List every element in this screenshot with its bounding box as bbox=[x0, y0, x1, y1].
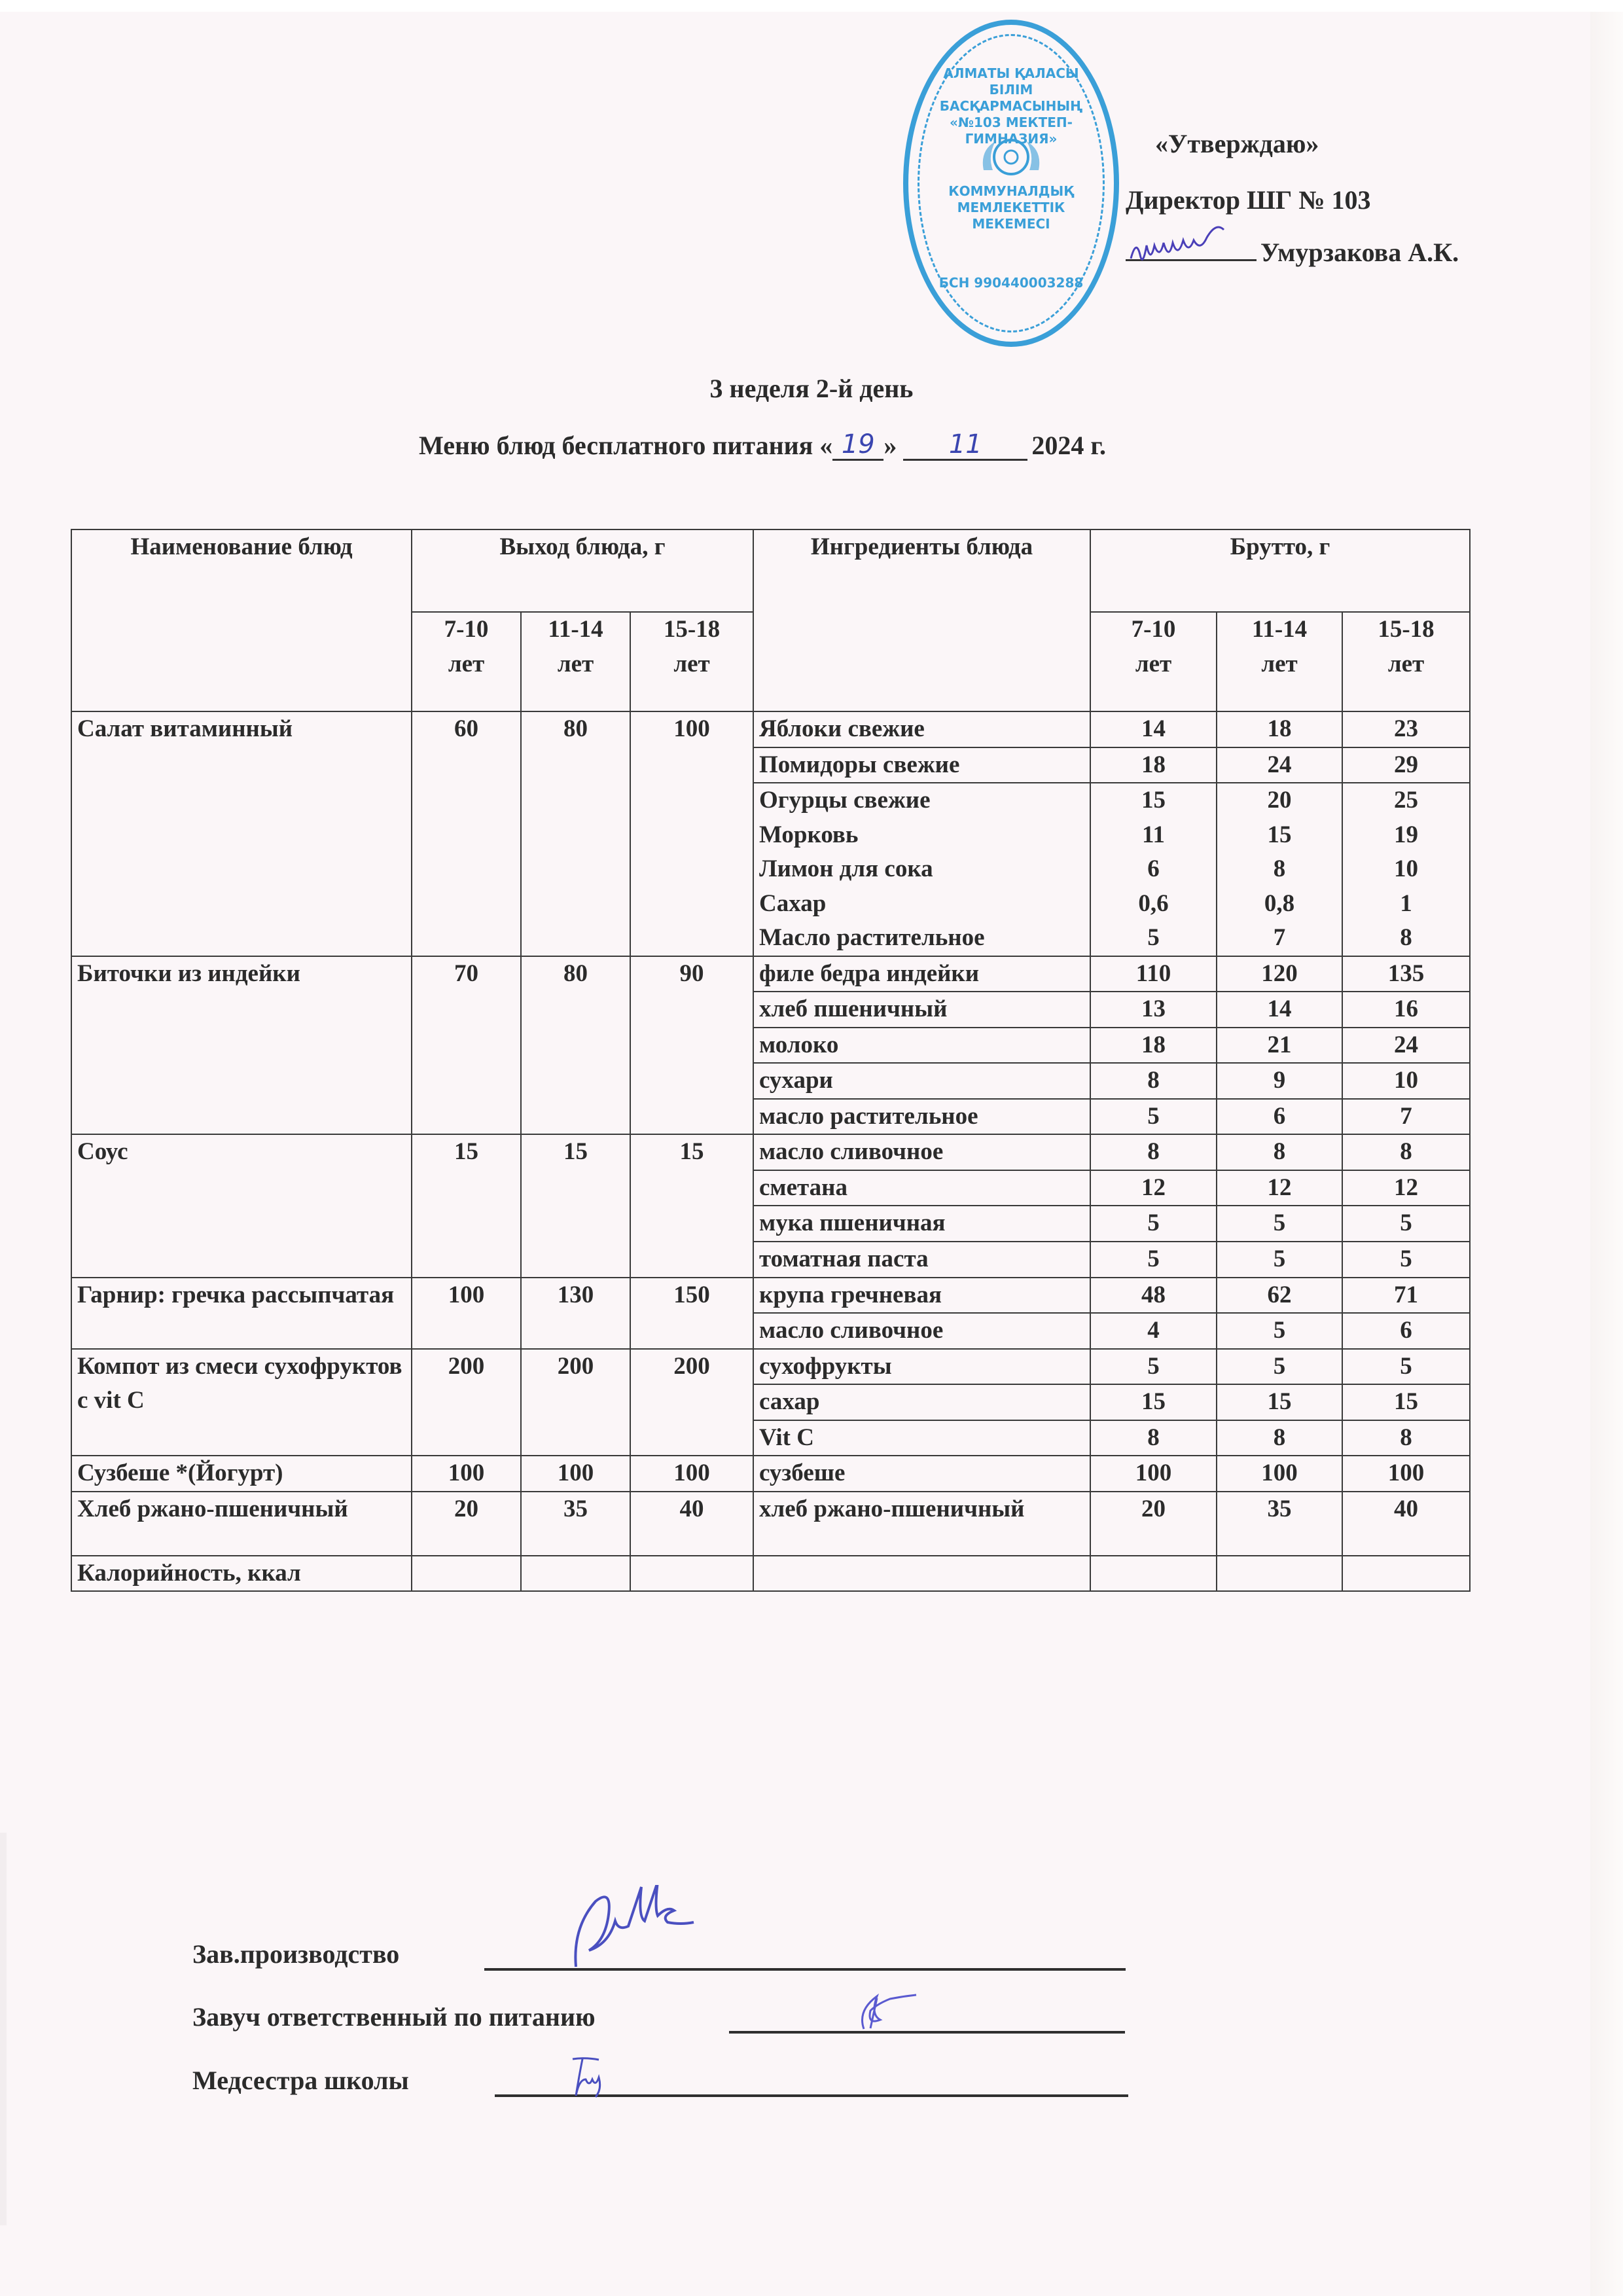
gross-value bbox=[1217, 1099, 1342, 1135]
dish-output-value: 200 bbox=[630, 1349, 753, 1456]
gross-item: 6 bbox=[1400, 1317, 1412, 1344]
gross-value bbox=[1090, 1278, 1217, 1314]
gross-item: 5 bbox=[1147, 1210, 1160, 1237]
ingredient-item: крупа гречневая bbox=[759, 1281, 942, 1308]
output-age-header bbox=[521, 612, 630, 711]
gross-value bbox=[1342, 1420, 1470, 1456]
gross-item: 62 bbox=[1267, 1281, 1292, 1308]
gross-value bbox=[1342, 1242, 1470, 1278]
gross-item: 10 bbox=[1394, 1067, 1418, 1094]
table-row bbox=[71, 1349, 1470, 1385]
ingredient-item: филе бедра индейки bbox=[759, 960, 980, 987]
ingredient-item: сухари bbox=[759, 1067, 833, 1094]
output-age-header bbox=[630, 612, 753, 711]
dish-output-value: 60 bbox=[412, 711, 521, 956]
header-ingredients: Ингредиенты блюда bbox=[753, 529, 1090, 711]
gross-item: 15 bbox=[1141, 1388, 1166, 1416]
gross-item: 5 bbox=[1273, 1245, 1286, 1272]
week-day-title: 3 неделя 2-й день bbox=[709, 374, 914, 403]
gross-item: 20 bbox=[1267, 787, 1292, 814]
gross-item: 120 bbox=[1261, 960, 1298, 987]
dish-name: Гарнир: гречка рассыпчатая bbox=[71, 1278, 412, 1349]
dish-output-value: 15 bbox=[521, 1134, 630, 1277]
ingredient-name bbox=[753, 1492, 1090, 1556]
director-title: Директор ШГ № 103 bbox=[1126, 185, 1371, 215]
gross-item: 9 bbox=[1273, 1067, 1286, 1094]
day-field bbox=[832, 429, 883, 461]
calories-empty-cell bbox=[1217, 1556, 1342, 1592]
gross-item: 12 bbox=[1267, 1174, 1292, 1201]
gross-item: 135 bbox=[1387, 960, 1425, 987]
gross-item: 12 bbox=[1394, 1174, 1418, 1201]
ingredient-name bbox=[753, 1456, 1090, 1492]
gross-value bbox=[1342, 956, 1470, 992]
production-head-label: Зав.производство bbox=[192, 1939, 400, 1969]
dish-output-value: 200 bbox=[521, 1349, 630, 1456]
gross-value bbox=[1342, 1492, 1470, 1556]
ingredient-item: Сахар bbox=[759, 889, 827, 917]
gross-value bbox=[1090, 783, 1217, 956]
calories-empty-cell bbox=[753, 1556, 1090, 1592]
ingredient-item: мука пшеничная bbox=[759, 1210, 946, 1237]
gross-item: 14 bbox=[1267, 996, 1292, 1023]
ingredient-name bbox=[753, 1420, 1090, 1456]
gross-item: 15 bbox=[1141, 787, 1166, 814]
dish-output-value: 130 bbox=[521, 1278, 630, 1349]
age-unit: лет bbox=[673, 650, 710, 677]
ingredient-name bbox=[753, 1384, 1090, 1420]
gross-item: 10 bbox=[1394, 855, 1418, 883]
gross-value bbox=[1342, 783, 1470, 956]
director-name: Умурзакова А.К. bbox=[1260, 238, 1459, 267]
gross-value bbox=[1217, 1278, 1342, 1314]
calories-empty-cell bbox=[630, 1556, 753, 1592]
gross-item: 5 bbox=[1273, 1352, 1286, 1380]
gross-value bbox=[1217, 956, 1342, 992]
gross-item: 100 bbox=[1261, 1460, 1298, 1487]
gross-value bbox=[1342, 992, 1470, 1028]
ingredient-item: сахар bbox=[759, 1388, 820, 1416]
seal-outer-text: АЛМАТЫ ҚАЛАСЫ БІЛІМ БАСҚАРМАСЫНЫҢ «№103 МЕКТЕП-ГИМНАЗИЯ» bbox=[939, 65, 1083, 147]
signature-head-teacher bbox=[192, 2001, 596, 2032]
gross-item: 100 bbox=[1387, 1460, 1425, 1487]
head-teacher-signature-icon bbox=[838, 1986, 923, 2032]
ingredient-name bbox=[753, 711, 1090, 747]
gross-item: 8 bbox=[1147, 1138, 1160, 1166]
ingredient-item: хлеб пшеничный bbox=[759, 996, 948, 1023]
gross-item: 1 bbox=[1400, 889, 1412, 917]
ingredient-item: Vit C bbox=[759, 1424, 814, 1451]
quote-close: » bbox=[883, 431, 897, 460]
gross-value bbox=[1090, 1134, 1217, 1170]
dish-output-value: 100 bbox=[630, 1456, 753, 1492]
dish-output-value: 15 bbox=[630, 1134, 753, 1277]
month-value: 11 bbox=[948, 429, 982, 459]
gross-item: 8 bbox=[1400, 1138, 1412, 1166]
ingredient-item: Лимон для сока bbox=[759, 855, 933, 883]
ingredient-item: томатная паста bbox=[759, 1245, 929, 1272]
calories-empty-cell bbox=[521, 1556, 630, 1592]
gross-item: 24 bbox=[1267, 751, 1292, 778]
nurse-signature-icon bbox=[563, 2055, 635, 2101]
gross-age-header bbox=[1217, 612, 1342, 711]
seal-bin: БСН 990440003288 bbox=[938, 275, 1084, 291]
gross-value bbox=[1090, 1063, 1217, 1099]
gross-value bbox=[1217, 992, 1342, 1028]
gross-value bbox=[1217, 1063, 1342, 1099]
gross-item: 21 bbox=[1267, 1031, 1292, 1058]
gross-item: 48 bbox=[1141, 1281, 1166, 1308]
dish-output-value: 90 bbox=[630, 956, 753, 1135]
table-row bbox=[71, 711, 1470, 747]
gross-item: 5 bbox=[1400, 1245, 1412, 1272]
gross-item: 20 bbox=[1141, 1495, 1166, 1522]
gross-item: 15 bbox=[1267, 1388, 1292, 1416]
gross-value bbox=[1090, 992, 1217, 1028]
gross-value bbox=[1090, 1170, 1217, 1206]
gross-value bbox=[1217, 747, 1342, 783]
gross-item: 23 bbox=[1394, 715, 1418, 742]
ingredient-name bbox=[753, 1206, 1090, 1242]
gross-value bbox=[1090, 1384, 1217, 1420]
table-row bbox=[71, 1456, 1470, 1492]
ingredient-name bbox=[753, 992, 1090, 1028]
dish-output-value: 70 bbox=[412, 956, 521, 1135]
gross-value bbox=[1090, 1313, 1217, 1349]
gross-item: 8 bbox=[1147, 1067, 1160, 1094]
age-range: 11-14 bbox=[1251, 616, 1308, 643]
month-field bbox=[903, 429, 1027, 461]
ingredient-name bbox=[753, 1242, 1090, 1278]
ingredient-name bbox=[753, 1134, 1090, 1170]
gross-value bbox=[1342, 747, 1470, 783]
gross-value bbox=[1342, 1278, 1470, 1314]
signature-production-head bbox=[192, 1939, 399, 1969]
gross-value bbox=[1090, 1456, 1217, 1492]
dish-output-value: 100 bbox=[521, 1456, 630, 1492]
gross-value bbox=[1090, 747, 1217, 783]
age-unit: лет bbox=[1261, 650, 1298, 677]
age-unit: лет bbox=[1135, 650, 1172, 677]
gross-age-header bbox=[1342, 612, 1470, 711]
head-teacher-label: Завуч ответственный по питанию bbox=[192, 2002, 596, 2032]
dish-name: Компот из смеси сухофруктов с vit C bbox=[71, 1349, 412, 1456]
gross-value bbox=[1090, 956, 1217, 992]
ingredient-item: сухофрукты bbox=[759, 1352, 892, 1380]
age-range: 15-18 bbox=[663, 616, 721, 643]
ingredient-name bbox=[753, 956, 1090, 992]
gross-value bbox=[1217, 711, 1342, 747]
gross-value bbox=[1217, 1313, 1342, 1349]
menu-title bbox=[419, 429, 1106, 461]
gross-value bbox=[1217, 1420, 1342, 1456]
signature-nurse bbox=[192, 2065, 409, 2096]
dish-output-value: 35 bbox=[521, 1492, 630, 1556]
gross-value bbox=[1090, 711, 1217, 747]
gross-item: 5 bbox=[1400, 1210, 1412, 1237]
gross-value bbox=[1217, 1134, 1342, 1170]
production-head-signature-icon bbox=[563, 1885, 733, 1970]
gross-value bbox=[1342, 1456, 1470, 1492]
approve-label: «Утверждаю» bbox=[1155, 129, 1319, 158]
gross-value bbox=[1342, 1063, 1470, 1099]
gross-value bbox=[1090, 1206, 1217, 1242]
gross-item: 5 bbox=[1147, 1245, 1160, 1272]
dish-output-value: 200 bbox=[412, 1349, 521, 1456]
ingredient-item: сузбеше bbox=[759, 1460, 846, 1487]
gross-value bbox=[1342, 1313, 1470, 1349]
nurse-label: Медсестра школы bbox=[192, 2066, 409, 2095]
dish-output-value: 15 bbox=[412, 1134, 521, 1277]
table-row bbox=[71, 1492, 1470, 1556]
gross-item: 0,6 bbox=[1138, 889, 1169, 917]
gross-value bbox=[1217, 1206, 1342, 1242]
gross-value bbox=[1217, 1456, 1342, 1492]
ingredient-item: Морковь bbox=[759, 821, 859, 848]
gross-item: 13 bbox=[1141, 996, 1166, 1023]
ingredient-item: Помидоры свежие bbox=[759, 751, 960, 778]
gross-item: 8 bbox=[1273, 1424, 1286, 1451]
dish-name: Сузбеше *(Йогурт) bbox=[71, 1456, 412, 1492]
gross-item: 6 bbox=[1273, 1102, 1286, 1130]
age-unit: лет bbox=[1387, 650, 1425, 677]
gross-item: 8 bbox=[1273, 1138, 1286, 1166]
gross-item: 8 bbox=[1400, 924, 1412, 952]
menu-title-prefix: Меню блюд бесплатного питания « bbox=[419, 431, 833, 460]
ingredient-item: Яблоки свежие bbox=[759, 715, 925, 742]
gross-value bbox=[1217, 783, 1342, 956]
gross-item: 7 bbox=[1273, 924, 1286, 952]
ingredient-item: Масло растительное bbox=[759, 924, 985, 952]
dish-name: Салат витаминный bbox=[71, 711, 412, 956]
seal-emblem-icon bbox=[978, 137, 1044, 177]
day-value: 19 bbox=[841, 429, 875, 459]
dish-output-value: 80 bbox=[521, 711, 630, 956]
gross-item: 40 bbox=[1394, 1495, 1418, 1522]
gross-value bbox=[1217, 1242, 1342, 1278]
gross-value bbox=[1342, 1349, 1470, 1385]
gross-item: 110 bbox=[1135, 960, 1171, 987]
gross-item: 11 bbox=[1142, 821, 1165, 848]
gross-value bbox=[1090, 1420, 1217, 1456]
gross-item: 8 bbox=[1147, 1424, 1160, 1451]
menu-table bbox=[71, 529, 1471, 1592]
age-range: 7-10 bbox=[444, 616, 489, 643]
dish-output-value: 100 bbox=[412, 1278, 521, 1349]
gross-value bbox=[1217, 1170, 1342, 1206]
gross-value bbox=[1090, 1242, 1217, 1278]
gross-item: 5 bbox=[1400, 1352, 1412, 1380]
dish-output-value: 100 bbox=[412, 1456, 521, 1492]
ingredient-item: масло растительное bbox=[759, 1102, 978, 1130]
dish-output-value: 20 bbox=[412, 1492, 521, 1556]
gross-item: 15 bbox=[1267, 821, 1292, 848]
dish-output-value: 150 bbox=[630, 1278, 753, 1349]
calories-empty-cell bbox=[1342, 1556, 1470, 1592]
director-signature-icon bbox=[1126, 226, 1257, 272]
header-gross: Брутто, г bbox=[1090, 529, 1470, 612]
gross-item: 24 bbox=[1394, 1031, 1418, 1058]
gross-item: 18 bbox=[1141, 751, 1166, 778]
gross-value bbox=[1090, 1099, 1217, 1135]
ingredient-name bbox=[753, 1099, 1090, 1135]
calories-row bbox=[71, 1556, 1470, 1592]
gross-value bbox=[1217, 1492, 1342, 1556]
gross-item: 35 bbox=[1267, 1495, 1292, 1522]
gross-value bbox=[1342, 1099, 1470, 1135]
gross-item: 15 bbox=[1394, 1388, 1418, 1416]
gross-value bbox=[1217, 1028, 1342, 1064]
gross-item: 19 bbox=[1394, 821, 1418, 848]
gross-item: 18 bbox=[1141, 1031, 1166, 1058]
seal-inner-text: КОММУНАЛДЫҚ МЕМЛЕКЕТТІК МЕКЕМЕСІ bbox=[948, 183, 1074, 232]
gross-value bbox=[1217, 1384, 1342, 1420]
gross-item: 12 bbox=[1141, 1174, 1166, 1201]
scan-left-edge bbox=[0, 1833, 7, 2225]
gross-item: 5 bbox=[1147, 1352, 1160, 1380]
output-age-header bbox=[412, 612, 521, 711]
gross-item: 100 bbox=[1135, 1460, 1172, 1487]
ingredient-name bbox=[753, 1063, 1090, 1099]
ingredient-name bbox=[753, 1349, 1090, 1385]
ingredient-name bbox=[753, 1170, 1090, 1206]
gross-item: 4 bbox=[1147, 1317, 1160, 1344]
ingredient-item: масло сливочное bbox=[759, 1317, 944, 1344]
dish-output-value: 40 bbox=[630, 1492, 753, 1556]
gross-item: 5 bbox=[1273, 1210, 1286, 1237]
gross-item: 5 bbox=[1273, 1317, 1286, 1344]
gross-item: 18 bbox=[1267, 715, 1292, 742]
age-range: 11-14 bbox=[548, 616, 603, 643]
age-unit: лет bbox=[448, 650, 485, 677]
header-dish-name: Наименование блюд bbox=[71, 529, 412, 711]
ingredient-item: масло сливочное bbox=[759, 1138, 944, 1166]
gross-item: 5 bbox=[1147, 924, 1160, 952]
ingredient-item: Огурцы свежие bbox=[759, 787, 931, 814]
gross-value bbox=[1217, 1349, 1342, 1385]
gross-value bbox=[1342, 1028, 1470, 1064]
dish-output-value: 100 bbox=[630, 711, 753, 956]
gross-item: 25 bbox=[1394, 787, 1418, 814]
gross-item: 14 bbox=[1141, 715, 1166, 742]
dish-name: Соус bbox=[71, 1134, 412, 1277]
gross-item: 16 bbox=[1394, 996, 1418, 1023]
ingredient-name bbox=[753, 1278, 1090, 1314]
ingredient-name bbox=[753, 747, 1090, 783]
gross-value bbox=[1342, 711, 1470, 747]
gross-item: 0,8 bbox=[1264, 889, 1295, 917]
year-suffix: 2024 г. bbox=[1031, 431, 1106, 460]
gross-age-header bbox=[1090, 612, 1217, 711]
gross-value bbox=[1342, 1170, 1470, 1206]
calories-empty-cell bbox=[412, 1556, 521, 1592]
official-seal-icon bbox=[903, 20, 1119, 347]
gross-value bbox=[1090, 1349, 1217, 1385]
dish-name: Хлеб ржано-пшеничный bbox=[71, 1492, 412, 1556]
age-range: 7-10 bbox=[1131, 616, 1176, 643]
table-row bbox=[71, 956, 1470, 992]
calories-label: Калорийность, ккал bbox=[71, 1556, 412, 1592]
gross-item: 8 bbox=[1400, 1424, 1412, 1451]
scan-top-margin bbox=[0, 0, 1623, 12]
header-output: Выход блюда, г bbox=[412, 529, 753, 612]
gross-value bbox=[1342, 1384, 1470, 1420]
gross-item: 7 bbox=[1400, 1102, 1412, 1130]
gross-item: 6 bbox=[1147, 855, 1160, 883]
age-range: 15-18 bbox=[1378, 616, 1435, 643]
table-row bbox=[71, 1278, 1470, 1314]
ingredient-item: хлеб ржано-пшеничный bbox=[759, 1495, 1025, 1522]
dish-output-value: 80 bbox=[521, 956, 630, 1135]
gross-value bbox=[1342, 1206, 1470, 1242]
ingredient-name bbox=[753, 1028, 1090, 1064]
menu-body bbox=[71, 711, 1470, 1591]
gross-value bbox=[1342, 1134, 1470, 1170]
dish-name: Биточки из индейки bbox=[71, 956, 412, 1135]
scan-right-edge bbox=[1590, 12, 1623, 2296]
age-unit: лет bbox=[557, 650, 594, 677]
gross-item: 29 bbox=[1394, 751, 1418, 778]
signature-blank bbox=[729, 2031, 1125, 2034]
ingredient-item: сметана bbox=[759, 1174, 847, 1201]
calories-empty-cell bbox=[1090, 1556, 1217, 1592]
ingredient-name bbox=[753, 1313, 1090, 1349]
table-row bbox=[71, 1134, 1470, 1170]
gross-item: 5 bbox=[1147, 1102, 1160, 1130]
gross-item: 8 bbox=[1273, 855, 1286, 883]
gross-item: 71 bbox=[1394, 1281, 1418, 1308]
gross-value bbox=[1090, 1492, 1217, 1556]
ingredient-name bbox=[753, 783, 1090, 956]
gross-value bbox=[1090, 1028, 1217, 1064]
ingredient-item: молоко bbox=[759, 1031, 839, 1058]
